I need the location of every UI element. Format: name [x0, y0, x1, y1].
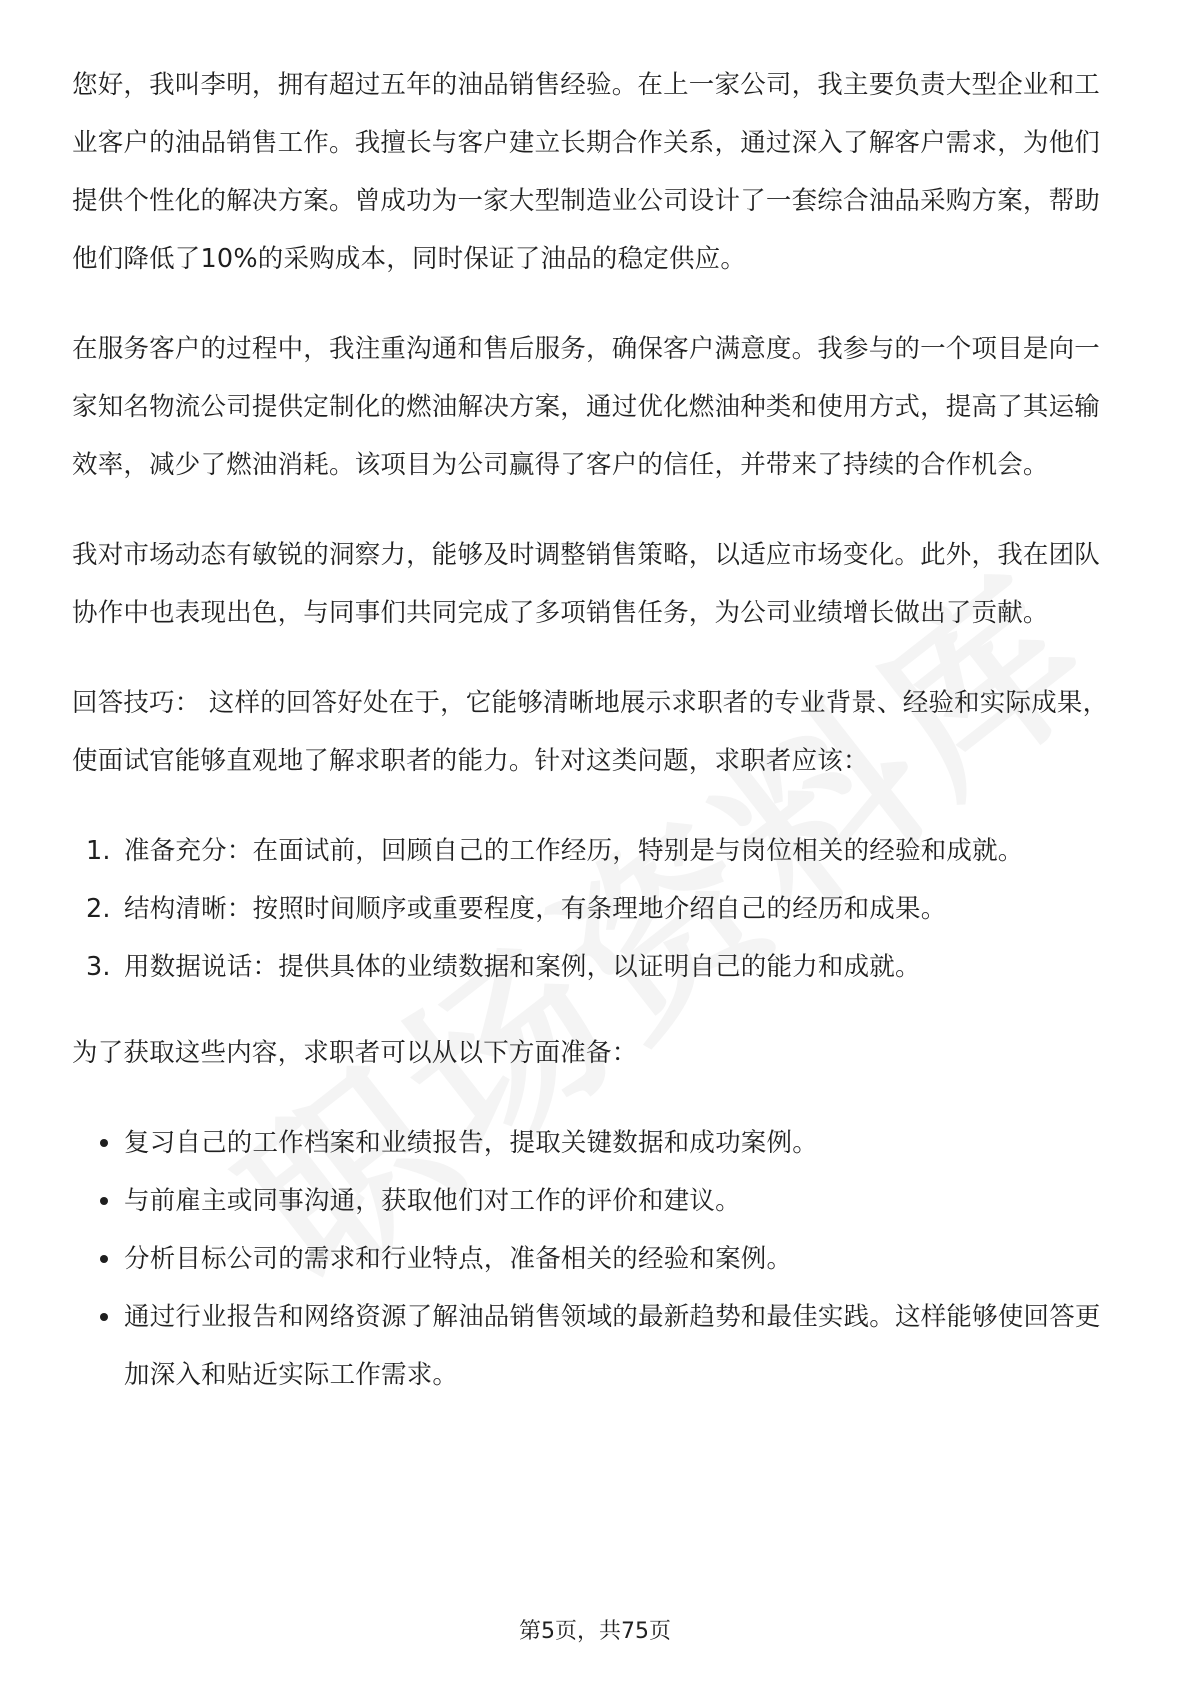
list-number: 1. [86, 836, 111, 866]
bullet-item [72, 1230, 1122, 1288]
list-item-text: 准备充分：在面试前，回顾自己的工作经历，特别是与岗位相关的经验和成就。 [124, 836, 1024, 866]
list-item [72, 938, 1122, 996]
bullet-dot-icon [100, 1313, 108, 1321]
list-item [72, 822, 1122, 880]
list-item-text: 用数据说话：提供具体的业绩数据和案例，以证明自己的能力和成就。 [124, 952, 921, 982]
bullet-item-text: 复习自己的工作档案和业绩报告，提取关键数据和成功案例。 [124, 1128, 818, 1158]
bullet-item [72, 1114, 1122, 1172]
paragraph-prep-intro: 为了获取这些内容，求职者可以从以下方面准备： [72, 1038, 638, 1068]
paragraph-customer-service: 在服务客户的过程中，我注重沟通和售后服务，确保客户满意度。我参与的一个项目是向一家知名物流公司提供定制化的燃油解决方案，通过优化燃油种类和使用方式，提高了其运输效率，减少了燃油消耗。该项目为公司赢得了客户的信任，并带来了持续的合作机会。 [72, 334, 1101, 480]
paragraph-market-insight: 我对市场动态有敏锐的洞察力，能够及时调整销售策略，以适应市场变化。此外，我在团队协作中也表现出色，与同事们共同完成了多项销售任务，为公司业绩增长做出了贡献。 [72, 540, 1101, 628]
bullet-item-text: 通过行业报告和网络资源了解油品销售领域的最新趋势和最佳实践。这样能够使回答更加深入和贴近实际工作需求。 [124, 1302, 1101, 1390]
bullet-dot-icon [100, 1197, 108, 1205]
bullet-list [72, 1114, 1122, 1404]
paragraph-answer-tips: 回答技巧： 这样的回答好处在于，它能够清晰地展示求职者的专业背景、经验和实际成果，使面试官能够直观地了解求职者的能力。针对这类问题，求职者应该： [72, 688, 1109, 776]
page-indicator: 第5页，共75页 [519, 1619, 671, 1644]
bullet-dot-icon [100, 1255, 108, 1263]
bullet-item-text: 分析目标公司的需求和行业特点，准备相关的经验和案例。 [124, 1244, 793, 1274]
bullet-item [72, 1172, 1122, 1230]
bullet-item [72, 1288, 1122, 1404]
list-item [72, 880, 1122, 938]
list-number: 2. [86, 894, 111, 924]
bullet-item-text: 与前雇主或同事沟通，获取他们对工作的评价和建议。 [124, 1186, 741, 1216]
document-page [72, 56, 1122, 1404]
numbered-list [72, 822, 1122, 996]
bullet-dot-icon [100, 1139, 108, 1147]
paragraph-self-intro: 您好，我叫李明，拥有超过五年的油品销售经验。在上一家公司，我主要负责大型企业和工业客户的油品销售工作。我擅长与客户建立长期合作关系，通过深入了解客户需求，为他们提供个性化的解决方案。曾成功为一家大型制造业公司设计了一套综合油品采购方案，帮助他们降低了10%的采购成本，同时保证了油品的稳定供应。 [72, 70, 1101, 274]
list-number: 3. [86, 952, 111, 982]
list-item-text: 结构清晰：按照时间顺序或重要程度，有条理地介绍自己的经历和成果。 [124, 894, 947, 924]
